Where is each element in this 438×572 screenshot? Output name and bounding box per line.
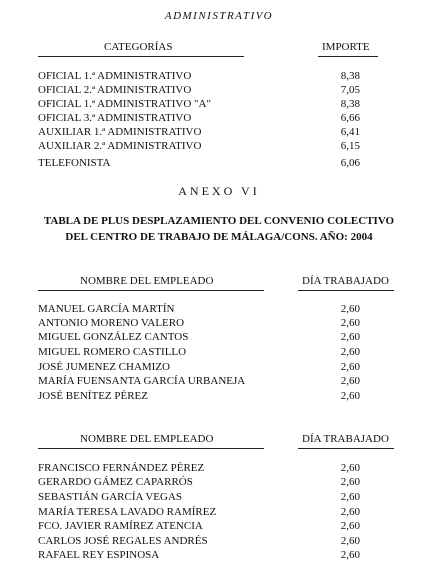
row-value: 2,60 — [340, 506, 360, 518]
table-row — [38, 475, 360, 489]
table-row — [38, 316, 360, 330]
table-row — [38, 83, 360, 97]
row-name: FCO. JAVIER RAMÍREZ ATENCIA — [38, 520, 203, 532]
row-name: OFICIAL 2.ª ADMINISTRATIVO — [38, 84, 192, 96]
table-row — [38, 345, 360, 359]
table-row — [38, 302, 360, 316]
table2-col-value-header: DÍA TRABAJADO — [302, 275, 389, 287]
row-name: OFICIAL 3.ª ADMINISTRATIVO — [38, 112, 192, 124]
row-name: MANUEL GARCÍA MARTÍN — [38, 303, 175, 315]
table3-header-rule-right — [298, 448, 394, 449]
row-name: MARÍA FUENSANTA GARCÍA URBANEJA — [38, 375, 246, 387]
table-row — [38, 330, 360, 344]
table-row — [38, 69, 360, 83]
table2-header-rule-right — [298, 290, 394, 291]
row-value: 2,60 — [340, 375, 360, 387]
row-name: GERARDO GÁMEZ CAPARRÓS — [38, 476, 193, 488]
row-value: 6,15 — [340, 140, 360, 152]
row-value: 7,05 — [340, 84, 360, 96]
annex-title: ANEXO VI — [178, 184, 260, 198]
table1-col-name-header: CATEGORÍAS — [104, 41, 173, 53]
table-row — [38, 505, 360, 519]
table-row — [38, 519, 360, 533]
table-title-line1: TABLA DE PLUS DESPLAZAMIENTO DEL CONVENIO COLECTIVO — [43, 215, 395, 227]
table-row — [38, 548, 360, 562]
row-value: 2,60 — [340, 346, 360, 358]
row-name: CARLOS JOSÉ REGALES ANDRÉS — [38, 535, 208, 547]
row-value: 8,38 — [340, 70, 360, 82]
table1-col-value-header: IMPORTE — [322, 41, 370, 53]
row-name: JOSÉ BENÍTEZ PÉREZ — [38, 390, 148, 402]
table-row — [38, 156, 360, 170]
row-value: 6,66 — [340, 112, 360, 124]
table-row — [38, 139, 360, 153]
row-value: 2,60 — [340, 462, 360, 474]
row-name: MARÍA TERESA LAVADO RAMÍREZ — [38, 506, 217, 518]
table-row — [38, 389, 360, 403]
row-name: ANTONIO MORENO VALERO — [38, 317, 185, 329]
table2-header-rule-left — [38, 290, 264, 291]
table-row — [38, 360, 360, 374]
table1-header-rule-right — [318, 56, 378, 57]
row-value: 2,60 — [340, 390, 360, 402]
row-value: 2,60 — [340, 476, 360, 488]
row-value: 2,60 — [340, 303, 360, 315]
row-name: SEBASTIÁN GARCÍA VEGAS — [38, 491, 183, 503]
table-row — [38, 125, 360, 139]
row-value: 2,60 — [340, 331, 360, 343]
table3-header-rule-left — [38, 448, 264, 449]
table-row — [38, 490, 360, 504]
row-name: OFICIAL 1.ª ADMINISTRATIVO — [38, 70, 192, 82]
row-value: 2,60 — [340, 535, 360, 547]
row-name: JOSÉ JUMENEZ CHAMIZO — [38, 361, 170, 373]
row-name: FRANCISCO FERNÁNDEZ PÉREZ — [38, 462, 205, 474]
table-row — [38, 111, 360, 125]
row-value: 2,60 — [340, 549, 360, 561]
row-value: 2,60 — [340, 520, 360, 532]
table-title-line2: DEL CENTRO DE TRABAJO DE MÁLAGA/CONS. AÑO: 2004 — [65, 231, 373, 243]
table-row — [38, 374, 360, 388]
row-name: AUXILIAR 1.ª ADMINISTRATIVO — [38, 126, 202, 138]
row-name: OFICIAL 1.ª ADMINISTRATIVO "A" — [38, 98, 211, 110]
table-row — [38, 461, 360, 475]
row-value: 2,60 — [340, 361, 360, 373]
table2-col-name-header: NOMBRE DEL EMPLEADO — [80, 275, 214, 287]
table3-col-name-header: NOMBRE DEL EMPLEADO — [80, 433, 214, 445]
row-name: RAFAEL REY ESPINOSA — [38, 549, 160, 561]
table1-header-rule-left — [38, 56, 244, 57]
row-value: 6,41 — [340, 126, 360, 138]
row-name: AUXILIAR 2.ª ADMINISTRATIVO — [38, 140, 202, 152]
section-title: ADMINISTRATIVO — [164, 10, 274, 22]
row-value: 8,38 — [340, 98, 360, 110]
row-value: 6,06 — [340, 157, 360, 169]
row-name: MIGUEL GONZÁLEZ CANTOS — [38, 331, 189, 343]
table3-col-value-header: DÍA TRABAJADO — [302, 433, 389, 445]
row-value: 2,60 — [340, 491, 360, 503]
row-name: TELEFONISTA — [38, 157, 111, 169]
row-value: 2,60 — [340, 317, 360, 329]
table-row — [38, 97, 360, 111]
row-name: MIGUEL ROMERO CASTILLO — [38, 346, 187, 358]
table-row — [38, 534, 360, 548]
